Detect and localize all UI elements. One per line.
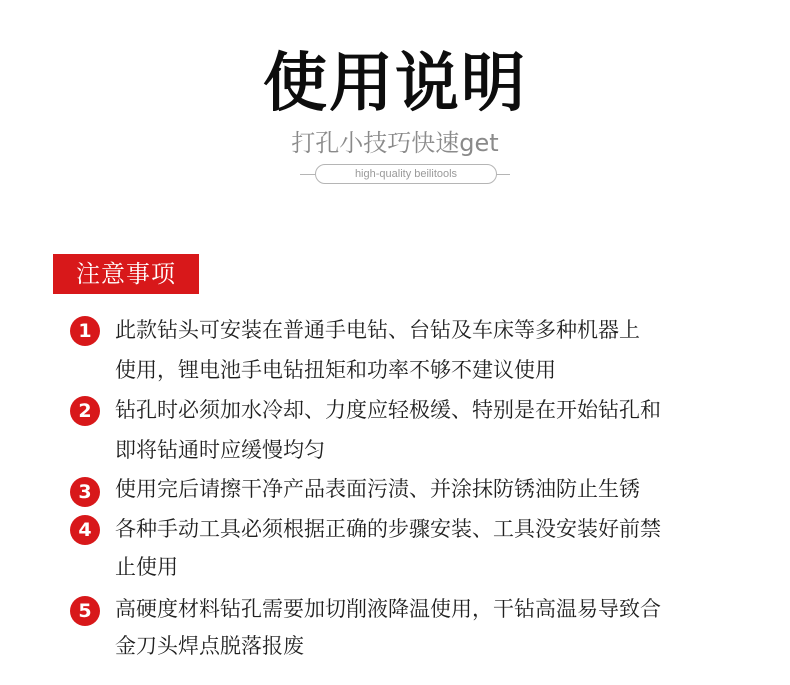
page-title: 使用说明 xyxy=(263,47,527,121)
number-badge: 4 xyxy=(70,515,100,545)
section-heading: 注意事项 xyxy=(53,254,199,294)
tagline-badge: high-quality beilitools xyxy=(315,164,497,184)
note-line: 各种手动工具必须根据正确的步骤安装、工具没安装好前禁 xyxy=(115,517,661,541)
note-line: 即将钻通时应缓慢均匀 xyxy=(115,438,325,462)
number-badge: 2 xyxy=(70,396,100,426)
note-line: 钻孔时必须加水冷却、力度应轻极缓、特别是在开始钻孔和 xyxy=(115,398,661,422)
note-line: 金刀头焊点脱落报废 xyxy=(115,634,304,658)
tagline-divider xyxy=(300,164,510,184)
note-line: 使用完后请擦干净产品表面污渍、并涂抹防锈油防止生锈 xyxy=(115,477,640,501)
note-line: 此款钻头可安装在普通手电钻、台钻及车床等多种机器上 xyxy=(115,318,640,342)
number-badge: 3 xyxy=(70,477,100,507)
page-subtitle: 打孔小技巧快速get xyxy=(291,129,499,157)
note-line: 止使用 xyxy=(115,555,178,579)
note-line: 使用，锂电池手电钻扭矩和功率不够不建议使用 xyxy=(115,358,556,382)
note-line: 高硬度材料钻孔需要加切削液降温使用，干钻高温易导致合 xyxy=(115,597,661,621)
number-badge: 5 xyxy=(70,596,100,626)
number-badge: 1 xyxy=(70,316,100,346)
